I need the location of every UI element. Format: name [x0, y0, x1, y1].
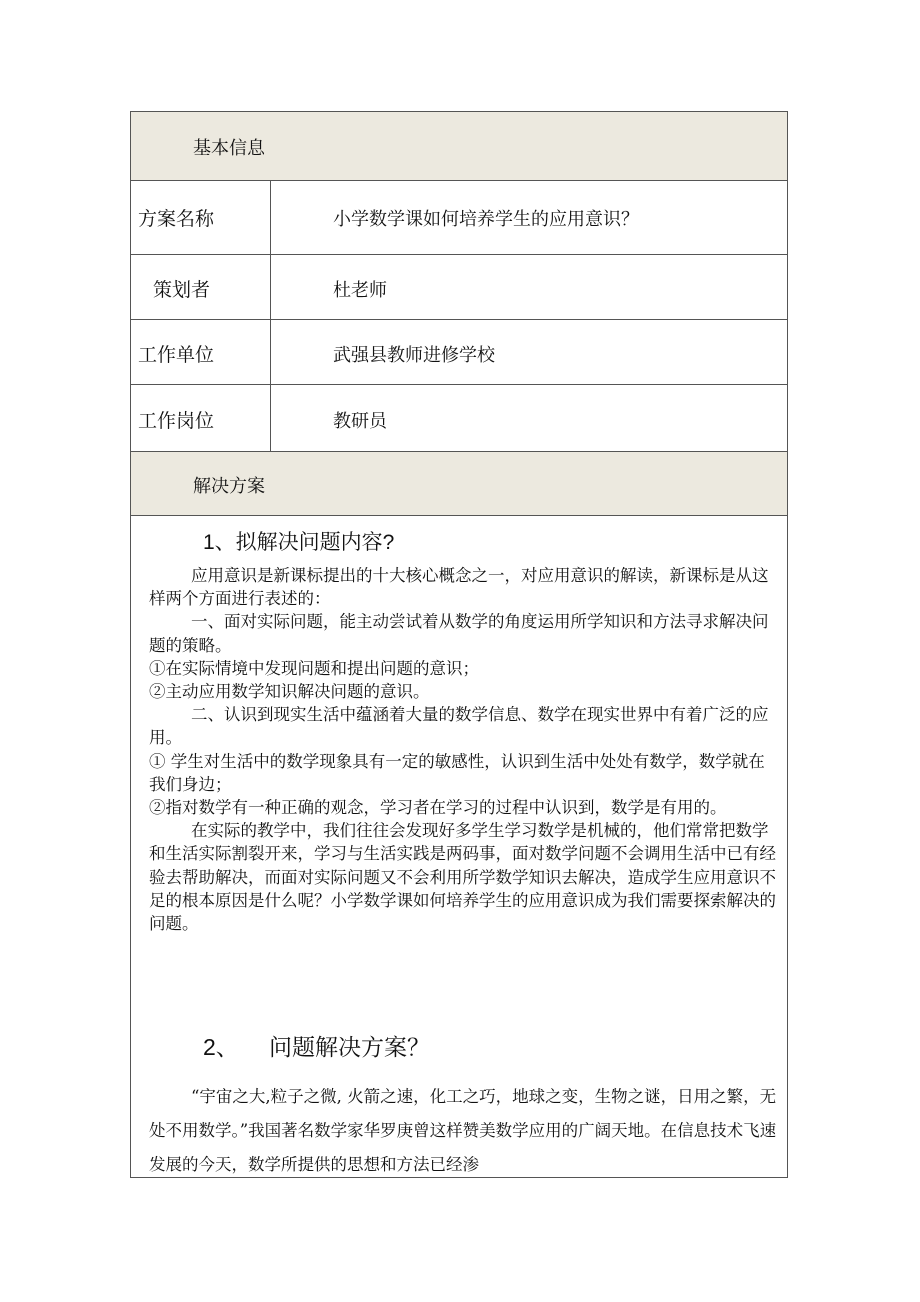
section1-heading: 1、拟解决问题内容? — [203, 531, 395, 554]
paragraph: ①在实际情境中发现问题和提出问题的意识； — [149, 658, 479, 678]
table-row — [131, 181, 787, 255]
row-label: 工作单位 — [138, 345, 215, 366]
row-label-cell — [131, 181, 271, 254]
basic-info-header: 基本信息 — [193, 138, 265, 158]
row-label: 策划者 — [153, 280, 211, 301]
work-unit-value: 武强县教师进修学校 — [333, 345, 495, 365]
table-row — [131, 385, 787, 452]
plan-name-value: 小学数学课如何培养学生的应用意识？ — [333, 209, 639, 229]
section2-heading — [203, 1029, 430, 1062]
table-row — [131, 320, 787, 385]
plan-table — [130, 111, 788, 1178]
paragraph: 二、认识到现实生活中蕴涵着大量的数学信息、数学在现实世界中有着广泛的应用。 — [149, 705, 769, 748]
planner-value: 杜老师 — [333, 280, 387, 300]
section1-text — [149, 564, 777, 935]
paragraph: ②指对数学有一种正确的观念，学习者在学习的过程中认识到，数学是有用的。 — [149, 798, 727, 818]
basic-info-header-row — [131, 112, 787, 181]
row-label-cell — [131, 320, 271, 384]
solution-body — [131, 516, 787, 1177]
row-label: 工作岗位 — [138, 411, 215, 432]
row-label-cell — [131, 255, 271, 319]
paragraph: 应用意识是新课标提出的十大核心概念之一，对应用意识的解读，新课标是从这样两个方面进行表述的： — [149, 566, 769, 609]
section2-number: 2、 — [203, 1034, 239, 1060]
paragraph: ① 学生对生活中的数学现象具有一定的敏感性，认识到生活中处处有数学，数学就在我们身边； — [149, 751, 765, 794]
table-row — [131, 255, 787, 320]
position-value: 教研员 — [333, 411, 387, 431]
section2-paragraph: “宇宙之大,粒子之微, 火箭之速，化工之巧，地球之变，生物之谜，日用之繁，无处不用数学。”我国著名数学家华罗庚曾这样赞美数学应用的广阔天地。在信息技术飞速发展的今天，数学所提供的思想和方法已经渗 — [149, 1087, 777, 1174]
section2-title: 问题解决方案？ — [269, 1034, 430, 1060]
paragraph: 在实际的教学中，我们往往会发现好多学生学习数学是机械的，他们常常把数学和生活实际割裂开来，学习与生活实践是两码事，面对数学问题不会调用生活中已有经验去帮助解决，而面对实际问题又不会利用所学数学知识去解决，造成学生应用意识不足的根本原因是什么呢？小学数学课如何培养学生的应用意识成为我们需要探索解决的问题。 — [149, 821, 776, 934]
row-label-cell — [131, 385, 271, 451]
paragraph: ②主动应用数学知识解决问题的意识。 — [149, 682, 430, 702]
row-label: 方案名称 — [138, 209, 215, 230]
solution-header: 解决方案 — [193, 476, 265, 496]
solution-header-row — [131, 452, 787, 516]
paragraph: 一、面对实际问题，能主动尝试着从数学的角度运用所学知识和方法寻求解决问题的策略。 — [149, 612, 769, 655]
